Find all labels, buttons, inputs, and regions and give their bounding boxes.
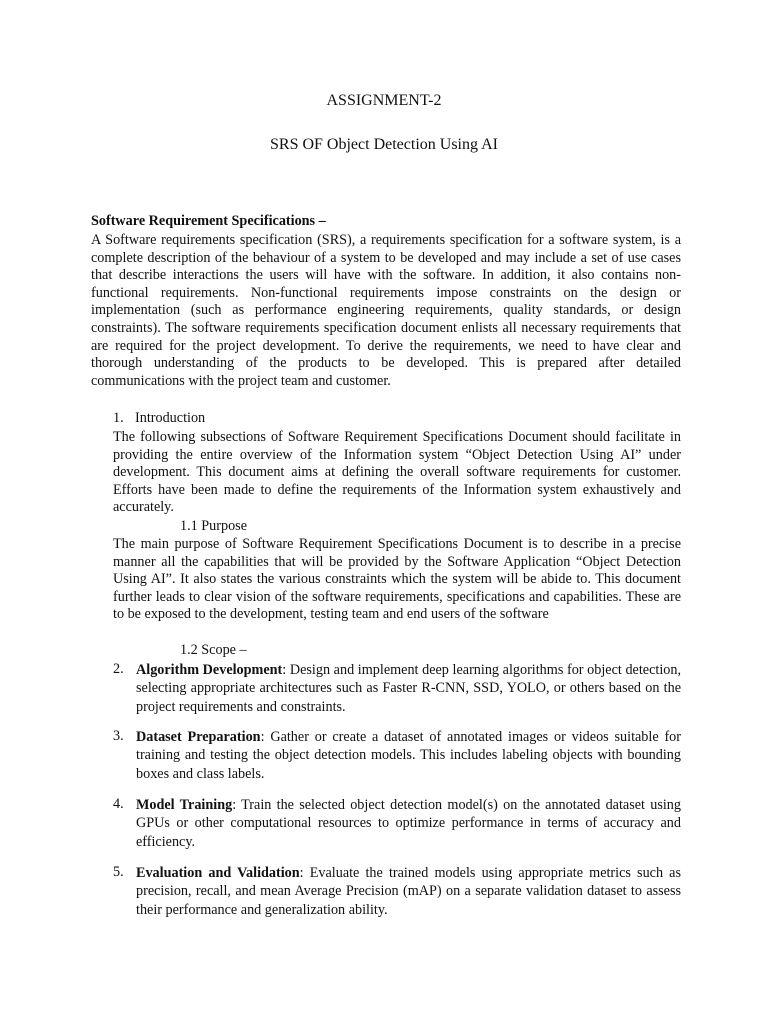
- list-item-term: Dataset Preparation: [136, 729, 261, 745]
- list-item-description: : Evaluate the trained models using appropriate metrics such as precision, recall, and mean Average Precision (mAP) on a separate validation dataset to assess their performance and generalization ability.: [136, 865, 681, 918]
- list-item-description: : Gather or create a dataset of annotated images or videos suitable for training and testing the object detection models. This includes labeling objects with bounding boxes and class labels.: [136, 729, 681, 782]
- list-item-number: 5.: [113, 864, 124, 880]
- srs-heading: Software Requirement Specifications –: [91, 213, 326, 229]
- list-item-text: [136, 864, 681, 919]
- list-item-number: 3.: [113, 728, 124, 744]
- purpose-paragraph: The main purpose of Software Requirement Specifications Document is to describe in a precise manner all the capabilities that will be provided by the Software Application “Object Detection Using AI”. It also states the various constraints which the system will be abide to. This document further leads to clear vision of the software requirements, specifications and capabilities. These are to be exposed to the development, testing team and end users of the software: [113, 536, 681, 623]
- list-item-description: : Design and implement deep learning algorithms for object detection, selecting appropriate architectures such as Faster R-CNN, SSD, YOLO, or others based on the project requirements and constraints.: [136, 662, 681, 715]
- document-subtitle: SRS OF Object Detection Using AI: [270, 136, 498, 153]
- scope-heading: 1.2 Scope –: [180, 642, 247, 658]
- list-item-term: Model Training: [136, 797, 233, 813]
- introduction-number: 1.: [113, 410, 124, 426]
- introduction-title: Introduction: [135, 410, 206, 426]
- list-item-term: Algorithm Development: [136, 662, 283, 678]
- list-item-number: 2.: [113, 661, 124, 677]
- purpose-heading: 1.1 Purpose: [180, 518, 247, 534]
- list-item-term: Evaluation and Validation: [136, 865, 300, 881]
- list-item-text: [136, 796, 681, 851]
- list-item-text: [136, 728, 681, 783]
- list-item-description: : Train the selected object detection model(s) on the annotated dataset using GPUs or other computational resources to optimize performance in terms of accuracy and efficiency.: [136, 797, 681, 850]
- srs-paragraph: A Software requirements specification (SRS), a requirements specification for a software system, is a complete description of the behaviour of a system to be developed and may include a set of use cases that describe interactions the users will have with the software. In addition, it also contains non-functional requirements. Non-functional requirements impose constraints on the design or implementation (such as performance engineering requirements, quality standards, or design constraints). The software requirements specification document enlists all necessary requirements that are required for the project development. To derive the requirements, we need to have clear and thorough understanding of the products to be developed. This is prepared after detailed communications with the project team and customer.: [91, 232, 681, 389]
- list-item-text: [136, 661, 681, 716]
- document-title: ASSIGNMENT-2: [326, 92, 442, 109]
- list-item-number: 4.: [113, 796, 124, 812]
- introduction-paragraph: The following subsections of Software Requirement Specifications Document should facilitate in providing the entire overview of the Information system “Object Detection Using AI” under development. This document aims at defining the overall software requirements for customer. Efforts have been made to define the requirements of the Information system exhaustively and accurately.: [113, 429, 681, 516]
- introduction-heading: [113, 410, 681, 428]
